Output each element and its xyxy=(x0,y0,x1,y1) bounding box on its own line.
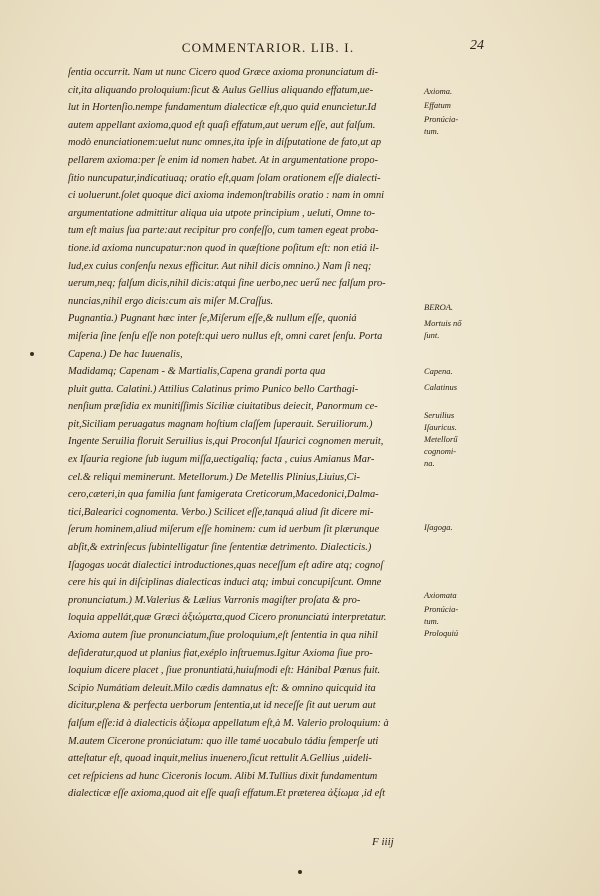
text-line: nenſium præſidia ex munitiſſimis Siciliæ ciuitatibus deiecit, Panormum ce- xyxy=(68,401,378,413)
margin-note: Effatum xyxy=(424,100,451,110)
margin-note: Mortuis nő xyxy=(424,318,462,328)
text-line: M.autem Cicerone pronúciatum: quo ille tamé uocabulo tádiu ſemperſe uti xyxy=(68,735,379,747)
text-line: Capena.) De hac Iuuenalis, xyxy=(68,348,183,360)
text-line: loquia appellát,quæ Græci ἀξιώματα,quod Cicero pronunciatú interpretatur. xyxy=(68,612,387,624)
text-line: tione.id axioma nuncupatur:non quod in quæſtione poſitum eſt: non etiá il- xyxy=(68,242,379,254)
text-line: lut in Hortenſio.nempe fundamentum dialecticæ eſt,quo quid enuncietur.Id xyxy=(68,102,377,114)
text-line: cel.& reliqui meminerunt. Metellorum.) De Metellis Plinius,Liuius,Ci- xyxy=(68,471,360,483)
margin-note: Pronúcia- xyxy=(424,604,459,614)
text-line: autem appellant axioma,quod eſt quaſi effatum,aut uerum eſſe, aut falſum. xyxy=(68,119,376,131)
text-line: cero,cæteri,in qua familia ſunt famigerata Creticorum,Macedonici,Dalma- xyxy=(68,489,379,501)
text-line: Ingente Seruilia floruit Seruilius is,qui Proconſul Iſaurici cognomen meruit, xyxy=(68,436,384,448)
text-line: ſitio nuncupatur,indicatiuaq; oratio eſt,quam ſolam orationem eſſe dialecti- xyxy=(68,172,381,184)
text-line: pluit gutta. Calatini.) Attilius Calatinus primo Punico bello Carthagi- xyxy=(68,383,359,395)
text-line: ex Iſauria regione ſub iugum miſſa,uectigaliq; facta , cuius Amianus Mar- xyxy=(68,454,375,466)
text-line: dicitur,plena & perfecta uerborum ſententia,ut id neceſſe ſit aut uerum aut xyxy=(68,700,376,712)
text-line: cere his qui in diſciplinas dialecticas induci atq; imbui concupiſcunt. Omne xyxy=(68,577,382,589)
ink-mark xyxy=(30,352,34,356)
margin-note: Iſauricus. xyxy=(424,422,457,432)
ink-mark xyxy=(298,870,302,874)
margin-note: Calatinus xyxy=(424,382,458,392)
margin-note: Axiomata xyxy=(424,590,457,600)
text-line: Iſagogas uocát dialectici introductiones,quas neceſſum eſt adire atq; cognoſ xyxy=(68,559,384,571)
margin-note: tum. xyxy=(424,126,439,136)
text-line: deſideratur,quod ut planius fiat,exéplo inſtruemus.Igitur Axioma ſiue pro- xyxy=(68,647,373,659)
text-line: pronunciatum.) M.Valerius & Lælius Varronis magiſter proſata & pro- xyxy=(68,594,361,606)
text-line: dialecticæ eſſe axioma,quod ait eſſe quaſi effatum.Et præterea ἀξίωμα ,id eſt xyxy=(68,788,385,800)
margin-note: BEROA. xyxy=(424,302,454,312)
margin-note: Iſagoga. xyxy=(424,522,453,532)
margin-note: Capena. xyxy=(424,366,453,376)
text-line: ſentia occurrit. Nam ut nunc Cicero quod Græce axioma pronunciatum di- xyxy=(68,67,379,78)
signature-mark: F iiij xyxy=(372,836,394,848)
margin-note: ſunt. xyxy=(424,330,440,340)
text-line: tum eſt maius ſua parte:aut recipitur pro confeſſo, cum tamen egeat proba- xyxy=(68,225,379,237)
margin-note: na. xyxy=(424,458,435,468)
folio-number: 24 xyxy=(470,38,484,53)
text-line: loquium dicere placet , ſiue pronuntiatú,huiuſmodi eſt: Hánibal Pœnus fuit. xyxy=(68,665,381,677)
text-line: Pugnantia.) Pugnant hæc inter ſe,Miſerum eſſe,& nullum eſſe, quoniá xyxy=(68,313,357,325)
text-line: tici,Balearici cognomenta. Verbo.) Scilicet eſſe,tanquá aliud ſit dicere mi- xyxy=(68,506,374,518)
text-line: nuncias,nihil ergo dicis:cum ais miſer M.Craſſus. xyxy=(68,295,274,307)
margin-note: Seruilius xyxy=(424,410,455,420)
text-line: atteſtatur eſt, quoad inquit,melius inuenero,ſicut rettulit A.Gellius ,uideli- xyxy=(68,753,372,765)
margin-note: Proloquiú xyxy=(424,628,459,638)
text-line: argumentatione admittitur aliqua uia utpote principium , ueluti, Omne to- xyxy=(68,207,375,219)
text-line: cit,ita aliquando proloquium:ſicut & Aulus Gellius aliquando effatum,ue- xyxy=(68,84,374,96)
text-line: modò enunciationem:uelut nunc omnes,ita ipſe in diſputatione de fato,ut ap xyxy=(68,137,382,149)
text-line: ci uoluerunt.ſolet quoque dici axioma indemonſtrabilis oratio : nam in omni xyxy=(68,190,385,202)
text-line: falſum eſſe:id à dialecticis ἀξίωμα appellatum eſt,à M. Valerio proloquium: à xyxy=(68,717,389,729)
margin-note: Metellorű xyxy=(424,434,458,444)
text-line: Axioma autem ſiue pronunciatum,ſiue proloquium,eſt ſententia in qua nihil xyxy=(68,630,378,641)
text-line: miſeria ſine ſenſu eſſe non poteſt:qui uero nullus eſt, omni caret ſenſu. Porta xyxy=(68,330,383,342)
margin-note: tum. xyxy=(424,616,439,626)
margin-note: Axioma. xyxy=(424,86,453,96)
text-line: pit,Siciliam peruagatus magnam hoſtium claſſem ſuperauit. Seruiliorum.) xyxy=(68,418,373,430)
margin-note: cognomi- xyxy=(424,446,457,456)
running-title: COMMENTARIOR. LIB. I. xyxy=(181,40,355,55)
text-line: abſit,& extrinſecus ſubintelligatur ſine ſententiæ detrimento. Dialecticis.) xyxy=(68,542,372,554)
margin-note: Pronúcia- xyxy=(424,114,459,124)
text-line: lud,ex cuius conſenſu nexus efficitur. Aut nihil dicis omnino.) Nam ſi neq; xyxy=(68,260,372,272)
text-line: uerum,neq; falſum dicis,nihil dicis:atqui ſine uerbo,nec uerű nec falſum pro- xyxy=(68,278,386,290)
text-line: Scipio Numátiam deleuit.Milo cædis damnatus eſt: & omnino quicquid ita xyxy=(68,682,376,694)
text-line: cet reſpiciens ad hunc Ciceronis locum. Alibi M.Tullius dixit fundamentum xyxy=(68,770,378,782)
text-line: pellarem axioma:per ſe enim id nomen habet. At in argumentatione propo- xyxy=(68,154,379,166)
text-line: Madidamq; Capenam - & Martialis,Capena grandi porta qua xyxy=(68,366,326,378)
text-line: ſerum hominem,aliud miſerum eſſe hominem: cum id uerbum ſit plærunque xyxy=(68,524,380,536)
main-text-block xyxy=(68,64,420,803)
